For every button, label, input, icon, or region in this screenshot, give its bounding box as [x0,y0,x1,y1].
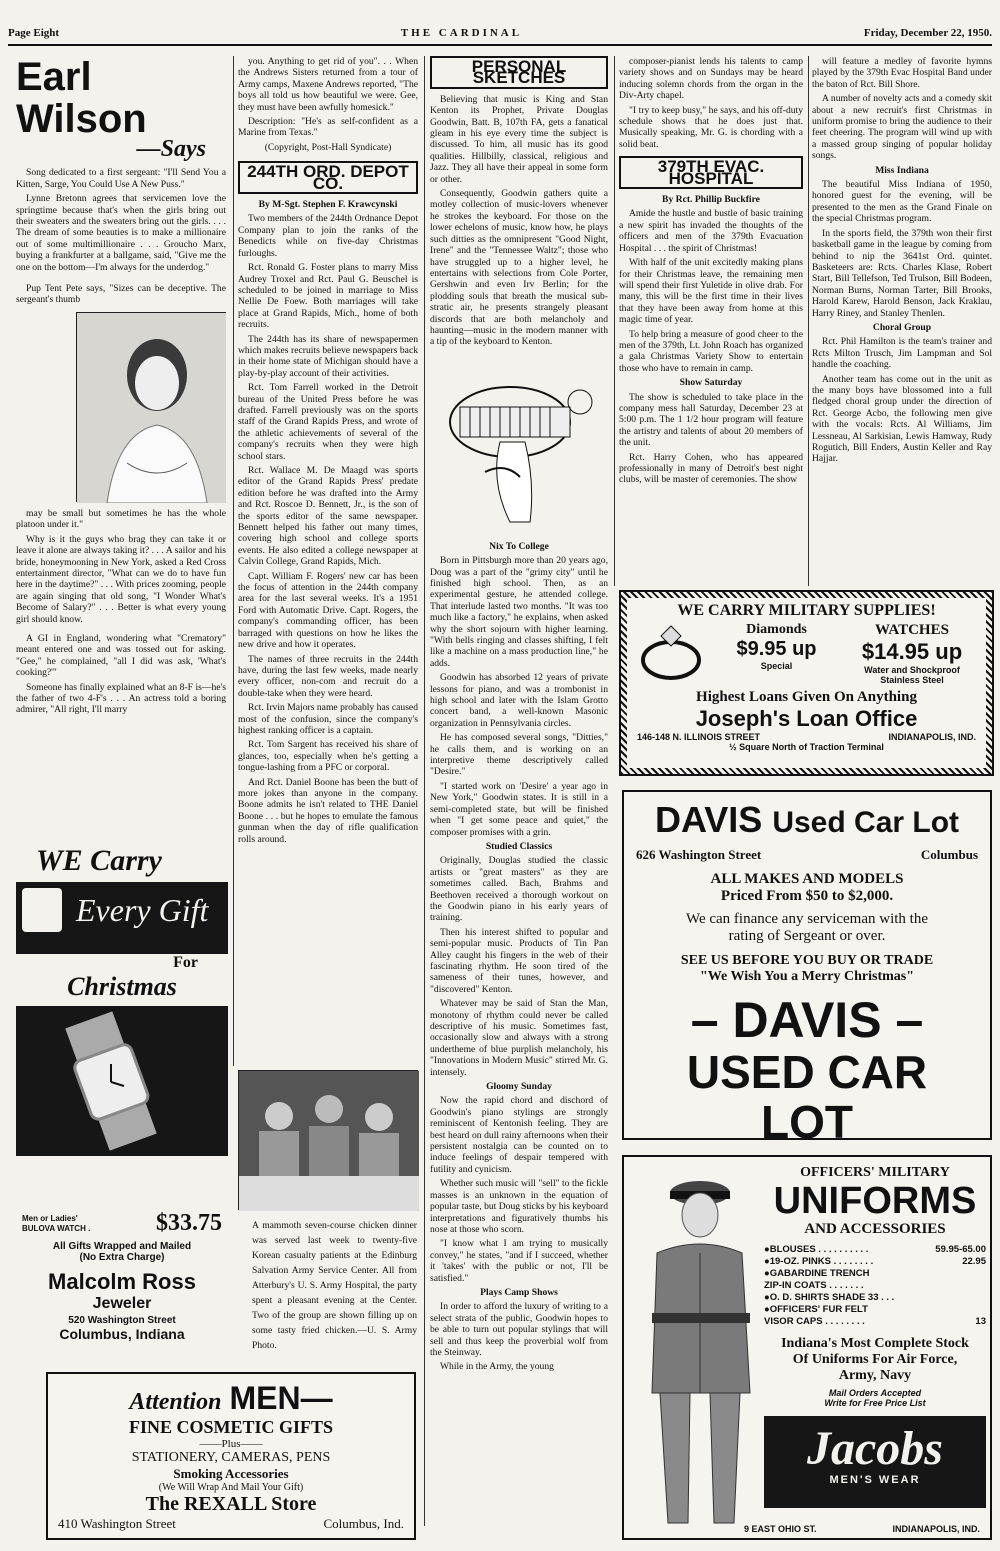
caption-text: A mammoth seven-course chicken dinner was served last week to twenty-five Korean casualty patients at the Edinburg Salvation Army Service Center. All from Atterbury's U. S. Army Hospital, the party spent a pleasant evening at the Center. Two of the group are shown filling up on some tasty fried chicken.—U. S. Army Photo. [252,1220,417,1351]
ad-rexall-wrap: (We Will Wrap And Mail Your Gift) [158,1482,304,1493]
ad-special: Special [760,661,793,671]
ad-jacobs-address: 9 EAST OHIO ST. [744,1524,817,1534]
paragraph: The beautiful Miss Indiana of 1950, honored guest for the evening, will be presented to the men as the Grand Finale on the special Christmas program. [812,179,992,225]
column-divider [808,56,809,586]
price-item: ZIP-IN COATS . . . . . . . [764,1280,864,1291]
ad-rexall-smoking: Smoking Accessories [173,1466,289,1481]
paragraph: Consequently, Goodwin gathers quite a motley collection of music-lovers whenever he strokes the keyboard. For those on the lower echelons of music, know how, he plays such ditties as the omnipresent "Good Night, Irene" and the "Tennessee Waltz"; those who have struggled up to a higher level, he entertains with selections from Cole Porter, Gershwin and even Irv Berlin; for the plodding souls that breath the musical sub-stratic air, he presents strangely pleasant discords that are both melancholy and haunting—music in the modern manner with a tip of the keyboard to Kenton. [430,188,608,348]
ad-rexall-fine: FINE COSMETIC GIFTS [128,1417,334,1437]
masthead-rule [8,44,992,46]
paragraph: And Rct. Daniel Boone has been the butt of more jokes than anyone in the company. Boone admits he isn't related to THE Daniel Boone . . . but he hopes to emulate the famous gunman when the day of rifle qualification rolls around. [238,776,418,845]
ad-watches-price: $14.95 up [861,639,963,664]
ad-davis-big: – DAVIS – [690,992,924,1048]
price-list-row [764,1292,986,1304]
rexall-store-ad [46,1372,416,1540]
price-value: 13 [975,1316,986,1327]
column-divider [424,56,425,1526]
price-item: ●19-OZ. PINKS . . . . . . . . [764,1256,874,1267]
ad-davis-city: Columbus [920,847,978,862]
paragraph: composer-pianist lends his talents to camp variety shows and on Sundays may be heard inducing solemn chords from the organ in the Div-Arty chapel. [619,56,803,102]
paragraph: Amide the hustle and bustle of basic training a new spirit has invaded the thoughts of the officers and men of the 379th Evacuation Hospital . . . the spirit of Christmas! [619,208,803,254]
ad-davis-finance2: rating of Sergeant or over. [728,928,886,944]
depot-byline: By M-Sgt. Stephen F. Krawcynski [258,199,398,211]
price-list-row [764,1268,986,1280]
evac-hospital-column [619,56,803,586]
jacobs-logo-box [764,1416,986,1508]
subhead-miss-indiana: Miss Indiana [875,164,929,176]
davis-car-lot-ad [622,790,992,1140]
ad-davis-priced: Priced From $50 to $2,000. [720,888,894,904]
ad-jeweler: Jeweler [92,1295,152,1312]
ad-steel: Stainless Steel [880,675,944,685]
paragraph: Rct. Wallace M. De Maagd was sports editor of the Grand Rapids Press' predate edition before he was drafted into the Army and Rct. Roscoe D. Bennett, Jr., is the son of the sports editor of the same newspaper. Bennett helped his father out many times, covering high school and college sports events. He also edited a college newspaper at Calvin College, Grand Rapids, Mich. [238,465,418,568]
paragraph: With half of the unit excitedly making plans for their Christmas leave, the remaining men will spend their first Yuletide in olive drab. For many, this will be the first time in their lives that they have been away from home at this magic time of year. [619,257,803,326]
malcolm-ross-ad [16,844,228,1184]
earl-wilson-column [16,56,226,836]
paragraph: To help bring a measure of good cheer to the men of the 379th, Lt. John Roach has organized a gala Christmas Variety Show to entertain those who have to remain in camp. [619,328,803,374]
ad-rexall-stationery: STATIONERY, CAMERAS, PENS [131,1450,331,1465]
column-divider [614,56,615,586]
issue-date: Friday, December 22, 1950. [863,27,992,39]
personal-sketches-column [430,56,608,1546]
ad-jacobs-head2: UNIFORMS [773,1180,977,1222]
officer-uniform-icon [632,1163,762,1533]
woman-portrait-photo [76,312,226,502]
ad-for: For [173,954,198,971]
evac-headline: 379TH EVAC. HOSPITAL [619,156,803,189]
subhead-show-saturday: Show Saturday [679,377,743,389]
ad-watch-label: Men or Ladies' BULOVA WATCH . [22,1213,91,1233]
ad-jacobs-mail2: Write for Free Price List [824,1398,926,1408]
ad-diamonds: Diamonds [746,622,807,637]
paragraph: Lynne Bretonn agrees that servicemen love the springtime because that's when the girls bring out their sweaters and the sweaters bring out the girls. . . . The dream of some beauties is to make a millionaire out of some multimillionaire . . . Groucho Marx, buying a frankfurter at a ballgame, said, "Give me the one on the bottom—I'm always for the underdog." [16,193,226,273]
ad-watch-panel [16,1006,228,1156]
paragraph: Song dedicated to a first sergeant: "I'll Send You a Kitten, Sarge, You Could Use A New Puss." [16,167,226,190]
gift-box-icon [22,888,62,932]
watch-icon [16,1006,228,1156]
paragraph: Now the rapid chord and dischord of Goodwin's piano stylings are strongly reminiscent of Kentonish feeling. They are best heard on dull rainy afternoons when their persistent nostalgia can be counted on to induce feelings of despair tempered with futility and cynicism. [430,1095,608,1175]
paragraph: The names of three recruits in the 244th have, during the last few weeks, made nearly every officer, non-com and recruit do a double-take when they were heard. [238,653,418,699]
paragraph: Then his interest shifted to popular and semi-popular music. Products of Tin Pan Alley caught his fingers in the web of their fascinating rhythm. He soon tired of the sameness of their tunes, however, and "discovered" Kenton. [430,926,608,995]
price-item: VISOR CAPS . . . . . . . . [764,1316,865,1327]
paragraph: Rct. Tom Farrell worked in the Detroit bureau of the United Press before he was drafted. Farrell previously was on the sports staff of the Grand Rapids Press, and wrote of the athletic achievements of several of the company's recruits when they were high school stars. [238,382,418,462]
price-value: 22.95 [962,1256,986,1267]
ad-diamonds-price: $9.95 up [736,638,817,660]
ad-loan-north: ½ Square North of Traction Terminal [729,742,884,752]
ad-davis-big-lot: USED CAR LOT [686,1046,928,1140]
photo-illustration [239,1071,419,1211]
paper-name: THE CARDINAL [400,27,523,39]
price-list-row [764,1316,986,1328]
ad-city: Columbus, Indiana [59,1326,185,1342]
cartoon-piano [430,352,608,537]
ad-address: 520 Washington Street [68,1315,176,1326]
ad-water: Water and Shockproof [864,665,960,675]
ad-wrapped: All Gifts Wrapped and Mailed [52,1241,192,1252]
paragraph: While in the Army, the young [440,1361,554,1373]
portrait-illustration [77,313,226,503]
paragraph: Description: "He's as self-confident as a Marine from Texas." [238,116,418,139]
ad-store-name: Malcolm Ross [48,1269,196,1294]
diamond-ring-icon [631,622,711,682]
price-list-row [764,1304,986,1316]
evac-byline: By Rct. Phillip Buckfire [662,194,760,206]
ad-christmas: Christmas [67,972,177,1001]
ad-jacobs-head1: OFFICERS' MILITARY [800,1165,950,1180]
paragraph: In order to afford the luxury of writing to a select strata of the public, Goodwin hopes to be able to turn out popular stylings that will sell and thus keep the proverbial wolf from the Steinway. [430,1301,608,1358]
ad-davis-title-rest: Used Car Lot [772,806,960,839]
ad-jacobs-mail1: Mail Orders Accepted [828,1388,922,1398]
paragraph: "I try to keep busy," he says, and his off-duty schedule shows that he does just that. Musically speaking, Mr. G. is chording with a solid beat. [619,104,803,150]
jacobs-uniforms-ad [622,1155,992,1540]
price-value: 59.95-65.00 [935,1244,986,1255]
page-number: Page Eight [8,27,60,39]
paragraph: Whether such music will "sell" to the fickle masses is an unknown in the equation of popular taste, but Doug sticks by his keyboard interpretations and figuratively thumbs his nose at those who scorn. [430,1178,608,1235]
paragraph: Whatever may be said of Stan the Man, monotony of rhythm could never be called descriptive of his music. Sometimes fast, occasionally slow and always with a strong undertheme of blue purplish melancholy, his "Innovations in Modern Music" stirred Mr. G. intensely. [430,998,608,1078]
price-item: ●OFFICERS' FUR FELT [764,1304,868,1315]
paragraph: Goodwin has absorbed 12 years of private lessons for piano, and was a trombonist in high school and later with the Islam Grotto concert band, a well-known Masonic organization in Pennsylvania circles. [430,672,608,729]
ad-military-supplies: WE CARRY MILITARY SUPPLIES! [677,602,936,619]
paragraph: In the sports field, the 379th won their first basketball game in the league by coming from behind to nip the 3641st Ord. quintet. Basketeers are: Rcts. Charles Klase, Robert Start, Bill Tellefson, Ted Trulson, Bill Bodeen, Norman Burns, Norman Tarter, Bill Brooks, Harold Karew, Harold Benson, Jack Kraklau, Harry Riney, and Stanley Thenlen. [812,227,992,319]
paragraph: Originally, Douglas studied the classic artists or "great masters" as they are sometimes called. Bach, Brahms and Beethoven received a thorough workout on the Goodwin piano in his early years of training. [430,855,608,924]
cartoon-caption: Nix To College [489,540,549,552]
ad-davis-address: 626 Washington Street [636,847,762,862]
paragraph: The show is scheduled to take place in the company mess hall Saturday, December 23 at 5:00 p.m. The 1 1/2 hour program will feature the artistry and talents of about 20 members of the unit. [619,391,803,449]
ad-rexall-plus: ——Plus—— [199,1438,263,1450]
paragraph: The 244th has its share of newspapermen which makes recruits believe newspapers back in their home state of Michigan should have a play-by-play account of their activities. [238,333,418,379]
ad-jacobs-head3: AND ACCESSORIES [804,1221,946,1237]
subhead-gloomy-sunday: Gloomy Sunday [486,1081,552,1093]
paragraph: Capt. William F. Rogers' new car has been the focus of attention in the 244th company area for the last several weeks. It's a 1951 Ford with Automatic Drive. Capt. Rogers, the company's commanding officer, has been barraged with questions on how he likes the new drive and how it operates. [238,570,418,651]
ad-jacobs-brand: Jacobs [807,1422,943,1475]
paragraph: Why is it the guys who brag they can take it or leave it alone are always taking it? . . . A sailor and his bride, honeymooning in New York, asked a Red Cross entertainment director, "What can we do to have fun here in the daytime?" . . . With prices zooming, people are again singing that old song, "I Wonder What's Become of Salary?" . . . Better is what every young girl should know. [16,533,226,625]
depot-column [238,56,418,1066]
paragraph: Rct. Phil Hamilton is the team's trainer and Rcts Milton Trusch, Jim Lampman and Sol handle the coaching. [812,336,992,371]
ad-davis-finance1: We can finance any serviceman with the [685,911,928,927]
subhead-plays-camp-shows: Plays Camp Shows [480,1286,558,1298]
paragraph: (Copyright, Post-Hall Syndicate) [264,141,392,153]
malcolm-ross-ad-bottom [16,1210,228,1350]
paragraph: Two members of the 244th Ordnance Depot Company plan to join the ranks of the Benedicts while on five-day Christmas furloughs. [238,213,418,259]
price-list-row [764,1256,986,1268]
paragraph: Believing that music is King and Stan Kenton its Prophet, Private Douglas Goodwin, Batt. B, 107th FA, gets a fanatical gleam in his eye every time the subject is discussed. To him, all music has its good qualities. Hillbilly, classical, religious and Jazz. They all have their appeal in some form or other. [430,93,608,185]
paragraph: may be small but sometimes he has the whole platoon under it." [16,507,226,531]
price-item: ●GABARDINE TRENCH [764,1268,870,1279]
price-item: ●BLOUSES . . . . . . . . . . [764,1244,869,1255]
ad-loan-address: 146-148 N. ILLINOIS STREET [637,732,761,742]
piano-cartoon-icon [430,352,608,537]
ad-we-carry: WE Carry [36,844,162,877]
ad-jacobs-city: INDIANAPOLIS, IND. [892,1524,980,1534]
ad-watches: WATCHES [875,622,949,638]
paragraph: He has composed several songs, "Ditties," he calls them, and is working on an interpretive theme descriptively called "Desire." [430,732,608,778]
paragraph: "I know what I am trying to musically convey," he states, "and if I succeed, whether it 'takes' with the public or not, I'll be satisfied." [430,1238,608,1284]
subhead-choral-group: Choral Group [872,321,932,333]
ad-jacobs-menswear: MEN'S WEAR [829,1474,921,1486]
paragraph: Rct. Ronald G. Foster plans to marry Miss Audrey Troxel and Rct. Paul G. Beuschel is scheduled to be joined in marriage to Miss Nellie De Foew. Both marriages will take place at Grand Rapids, Mich., home of both recruits. [238,262,418,331]
subhead-studied-classics: Studied Classics [485,840,553,852]
evac-hospital-column-cont [812,56,992,586]
ad-davis-title: DAVIS [654,799,763,840]
price-item: ●O. D. SHIRTS SHADE 33 . . . [764,1292,895,1303]
ad-gift-banner [16,882,228,954]
earl-wilson-title: Earl Wilson [16,56,147,141]
ad-davis-see-us: SEE US BEFORE YOU BUY OR TRADE [680,953,934,968]
ad-every-gift: Every Gift [76,892,209,928]
paragraph: Rct. Tom Sargent has received his share of glances, too, especially when he's getting a tongue-lashing from a PFC or corporal. [238,739,418,774]
ad-rexall-store: The REXALL Store [145,1493,317,1515]
sketches-headline: PERSONAL SKETCHES [430,56,608,89]
ad-jacobs-stock3: Army, Navy [838,1368,912,1383]
masthead [8,24,992,42]
paragraph: Rct. Irvin Majors name probably has caused most of the confusion, since the company's highest ranking officer is a captain. [238,702,418,736]
paragraph: you. Anything to get rid of you". . . When the Andrews Sisters returned from a tour of Army camps, Maxene Andrews reported, "The boys all told us how beautiful we were. Gee, they must have been awfully homesick." [238,56,418,113]
paragraph: will feature a medley of favorite hymns played by the 379th Evac Hospital Band under the baton of Rct. Bill Shore. [812,56,992,90]
photo-caption [252,1218,417,1368]
paragraph: Someone has finally explained what an 8-F is—he's the father of two 4-F's . . . An actress told a boring admirer, "All right, I'll marry [16,681,226,716]
ad-no-charge: (No Extra Charge) [79,1252,165,1263]
chicken-dinner-photo [238,1070,418,1210]
ad-loans: Highest Loans Given On Anything [696,689,917,705]
depot-headline: 244TH ORD. DEPOT CO. [238,161,418,194]
price-list-row [764,1244,986,1256]
paragraph: "I started work on 'Desire' a year ago in New York," Goodwin states. It is still in a semi-completed state, but will be finished when "I get some peace and quiet," the composer promises with a grin. [430,780,608,838]
ad-rexall-attention: Attention [129,1389,222,1415]
ad-jacobs-stock1: Indiana's Most Complete Stock [781,1336,969,1351]
ad-loan-city: INDIANAPOLIS, IND. [888,732,976,742]
ad-davis-makes: ALL MAKES AND MODELS [710,871,904,887]
paragraph: Born in Pittsburgh more than 20 years ago, Doug was a part of the "grimy city" until he finished high school. Then, as an experimental gesture, he attended college. That interlude lasted two months. "It was too much like a factory," he explains, when asked why the short sojourn with higher learning. "With bells ringing and classes shifting, I felt like a machine on a mass production line," he adds. [430,555,608,669]
paragraph: Another team has come out in the unit as the many boys have blossomed into a full fledged choral group under the direction of Rct. George Acbo, the following men give with the vocals: Rcts. Al Williams, Jim Lessneau, Al Sarkisian, Lewis Hamway, Rudy Rogutich, Bill Enders, Austin Keller and Ray Hajjar. [812,373,992,465]
ad-rexall-city: Columbus, Ind. [323,1516,404,1531]
paragraph: Pup Tent Pete says, "Sizes can be deceptive. The sergeant's thumb [16,283,226,306]
ad-davis-wish: "We Wish You a Merry Christmas" [699,969,914,984]
price-list-row [764,1280,986,1292]
earl-wilson-says: —Says [136,136,206,162]
paragraph: Rct. Harry Cohen, who has appeared professionally in many of Detroit's best night clubs, will be master of ceremonies. The show [619,451,803,486]
josephs-loan-ad [619,590,994,776]
ad-jacobs-stock2: Of Uniforms For Air Force, [792,1352,958,1367]
column-divider [233,56,234,1066]
ad-loan-store: Joseph's Loan Office [695,706,918,731]
paragraph: A GI in England, wondering what "Crematory" meant entered one and was tossed out for asking. "Gee," he complained, "all I did was ask, 'What's cooking?'" [16,632,226,679]
ad-rexall-men: MEN— [229,1380,333,1416]
ad-watch-price: $33.75 [156,1210,222,1236]
ad-rexall-address: 410 Washington Street [58,1516,176,1531]
paragraph: A number of novelty acts and a comedy skit about a new recruit's first Christmas in uniform promise to bring the audience to their feet cheering. The program will wind up with a massed group singing of popular holiday songs. [812,93,992,162]
